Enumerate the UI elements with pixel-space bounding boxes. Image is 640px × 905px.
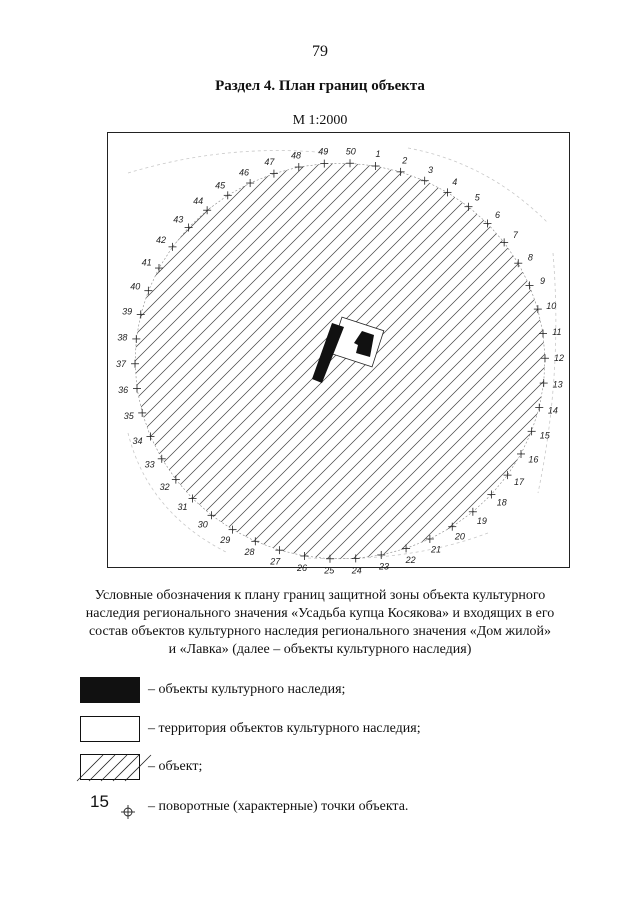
hatch-line [0, 133, 64, 569]
hatch-line [187, 133, 623, 569]
turning-point-label: 38 [117, 332, 128, 343]
turning-point-label: 9 [539, 276, 546, 286]
caption-line: состав объектов культурного наследия регионального значения «Дом жилой» [88, 624, 552, 639]
turning-point-label: 3 [427, 164, 434, 175]
legend-point-number: 15 [90, 792, 109, 811]
turning-point-label: 22 [405, 554, 416, 565]
turning-point [132, 432, 154, 446]
object-hatching [0, 133, 640, 569]
turning-point [219, 526, 236, 545]
turning-point [539, 327, 562, 338]
turning-point-label: 48 [290, 150, 302, 161]
hatch-line [0, 133, 168, 569]
hatch-line [343, 133, 640, 569]
caption-line: наследия регионального значения «Усадьба купца Косякова» и входящих в его [85, 606, 555, 621]
turning-point-label: 8 [527, 252, 533, 263]
turning-point-label: 45 [215, 180, 226, 191]
hatch-line [44, 133, 480, 569]
turning-point-label: 7 [512, 230, 518, 241]
turning-point-label: 16 [528, 454, 539, 465]
turning-point-label: 27 [270, 556, 281, 567]
caption-line: и «Лавка» (далее – объекты культурного наследия) [168, 642, 472, 657]
turning-point-label: 46 [238, 167, 250, 178]
turning-point-label: 31 [177, 501, 188, 512]
legend-caption [80, 587, 560, 659]
hatch-line [31, 133, 467, 569]
turning-point-label: 30 [197, 519, 208, 530]
turning-point-label: 29 [220, 534, 231, 545]
turning-point [372, 149, 381, 170]
turning-point-label: 19 [476, 515, 487, 526]
turning-point [215, 180, 232, 199]
turning-point [426, 535, 441, 555]
hatch-line [0, 133, 207, 569]
turning-point [448, 523, 465, 542]
turning-point [239, 167, 254, 187]
turning-point [160, 476, 180, 492]
turning-point-label: 15 [539, 430, 550, 441]
turning-point-label: 44 [193, 196, 204, 207]
turning-points [116, 146, 564, 575]
turning-point [130, 281, 152, 294]
hatch-line [239, 133, 640, 569]
turning-point-label: 36 [118, 385, 129, 396]
hatch-line [434, 133, 640, 569]
turning-point [377, 551, 389, 572]
turning-point-label: 21 [430, 544, 442, 555]
turning-point-label: 42 [155, 234, 167, 245]
hatch-line [0, 133, 285, 569]
turning-point-label: 1 [375, 149, 381, 160]
hatch-line [0, 133, 337, 569]
boundary-plan [107, 132, 570, 576]
turning-point-label: 4 [452, 177, 458, 188]
hatch-line [213, 133, 640, 569]
turning-point [142, 257, 163, 272]
legend-swatch-white [80, 716, 140, 742]
hatch-line [0, 133, 376, 569]
turning-point-label: 24 [351, 565, 362, 576]
turning-point-label: 23 [378, 561, 390, 572]
turning-point [122, 307, 145, 319]
turning-point-label: 13 [552, 379, 563, 390]
caption-line: Условные обозначения к плану границ защитной зоны объекта культурного [94, 588, 546, 603]
hatch-line [0, 133, 298, 569]
hatch-line [0, 133, 90, 569]
hatch-line [57, 133, 493, 569]
turning-point [193, 196, 211, 214]
hatch-line [460, 133, 640, 569]
hatch-line [512, 133, 640, 569]
turning-point-label: 47 [264, 157, 275, 168]
legend-heritage-objects [80, 677, 560, 705]
turning-point [145, 455, 166, 470]
hatch-line [395, 133, 640, 569]
hatch-line [551, 133, 640, 569]
turning-point-label: 43 [173, 214, 184, 225]
turning-point-label: 2 [402, 155, 408, 166]
boundary-plan-drawing [108, 133, 571, 576]
section-title: Раздел 4. План границ объекта [215, 78, 425, 94]
turning-point-label: 37 [115, 358, 127, 369]
hatch-line [382, 133, 640, 569]
hatch-line [0, 133, 142, 569]
legend-point-symbol [90, 792, 150, 822]
object-boundary [135, 163, 545, 559]
turning-point-label: 11 [552, 326, 562, 337]
turning-point-label: 25 [324, 565, 335, 576]
turning-point [517, 450, 538, 465]
turning-point-label: 49 [318, 146, 329, 157]
turning-point [500, 230, 519, 246]
legend-turning-points [80, 794, 560, 822]
turning-point [504, 471, 525, 487]
hatch-line [577, 133, 640, 569]
hatch-line [0, 133, 272, 569]
turning-point [469, 508, 487, 526]
legend-object [80, 754, 560, 782]
legend-swatch-hatched [80, 754, 140, 780]
turning-point [124, 409, 146, 421]
turning-point-label: 50 [345, 146, 356, 157]
hatch-line [0, 133, 311, 569]
legend-heritage-territory [80, 716, 560, 744]
legend-label: – поворотные (характерные) точки объекта. [148, 799, 409, 814]
hatch-line [0, 133, 129, 569]
turning-point-label: 39 [122, 306, 133, 317]
hatch-line [174, 133, 610, 569]
hatch-line [525, 133, 640, 569]
turning-point [296, 552, 308, 573]
turning-point-label: 14 [547, 405, 558, 416]
turning-point-label: 20 [454, 531, 465, 542]
hatch-line [161, 133, 597, 569]
legend-label: – объекты культурного наследия; [148, 682, 346, 697]
legend-label: – объект; [148, 759, 203, 774]
hatch-line [83, 133, 519, 569]
turning-point [487, 491, 506, 508]
turning-point-label: 17 [513, 477, 525, 488]
turning-point [173, 214, 192, 231]
hatch-line [70, 133, 506, 569]
hatch-line [538, 133, 640, 569]
legend-label: – территория объектов культурного наследия; [148, 721, 421, 736]
turning-point-label: 34 [132, 436, 143, 446]
turning-point [540, 379, 563, 389]
turning-point [483, 210, 500, 227]
turning-point [243, 537, 259, 557]
turning-point [346, 146, 356, 167]
turning-point-label: 28 [244, 547, 255, 558]
turning-point [198, 511, 216, 529]
turning-point [402, 544, 416, 564]
map-scale: М 1:2000 [292, 113, 348, 128]
turning-point-label: 33 [144, 459, 155, 470]
turning-point [397, 155, 408, 175]
hatch-line [0, 133, 246, 569]
turning-point-label: 32 [159, 481, 170, 492]
turning-point [464, 192, 480, 210]
hatch-line [0, 133, 155, 569]
hatch-line [564, 133, 640, 569]
turning-point-label: 12 [553, 353, 565, 364]
turning-point-label: 6 [494, 210, 501, 221]
hatch-line [0, 133, 103, 569]
turning-point-label: 5 [474, 192, 480, 203]
turning-point [264, 157, 278, 177]
turning-point [156, 235, 176, 251]
hatch-line [0, 133, 116, 569]
turning-point [528, 427, 551, 440]
turning-point-label: 41 [141, 257, 152, 268]
hatch-line [0, 133, 77, 569]
crosshair-icon [120, 804, 136, 820]
turning-point-label: 18 [496, 497, 507, 508]
turning-point-label: 10 [546, 300, 557, 311]
turning-point [117, 333, 140, 343]
turning-point [323, 555, 335, 576]
page-number: 79 [312, 43, 328, 60]
turning-point [291, 150, 303, 171]
legend-swatch-black [80, 677, 140, 703]
hatch-line [265, 133, 640, 569]
turning-point-label: 26 [296, 562, 308, 573]
turning-point-label: 40 [130, 281, 141, 292]
hatch-line [496, 133, 640, 569]
hatch-line [0, 133, 194, 569]
hatch-line [0, 133, 259, 569]
turning-point-label: 35 [123, 411, 134, 422]
hatch-line [408, 133, 640, 569]
hatch-line [18, 133, 454, 569]
hatch-line [96, 133, 532, 569]
